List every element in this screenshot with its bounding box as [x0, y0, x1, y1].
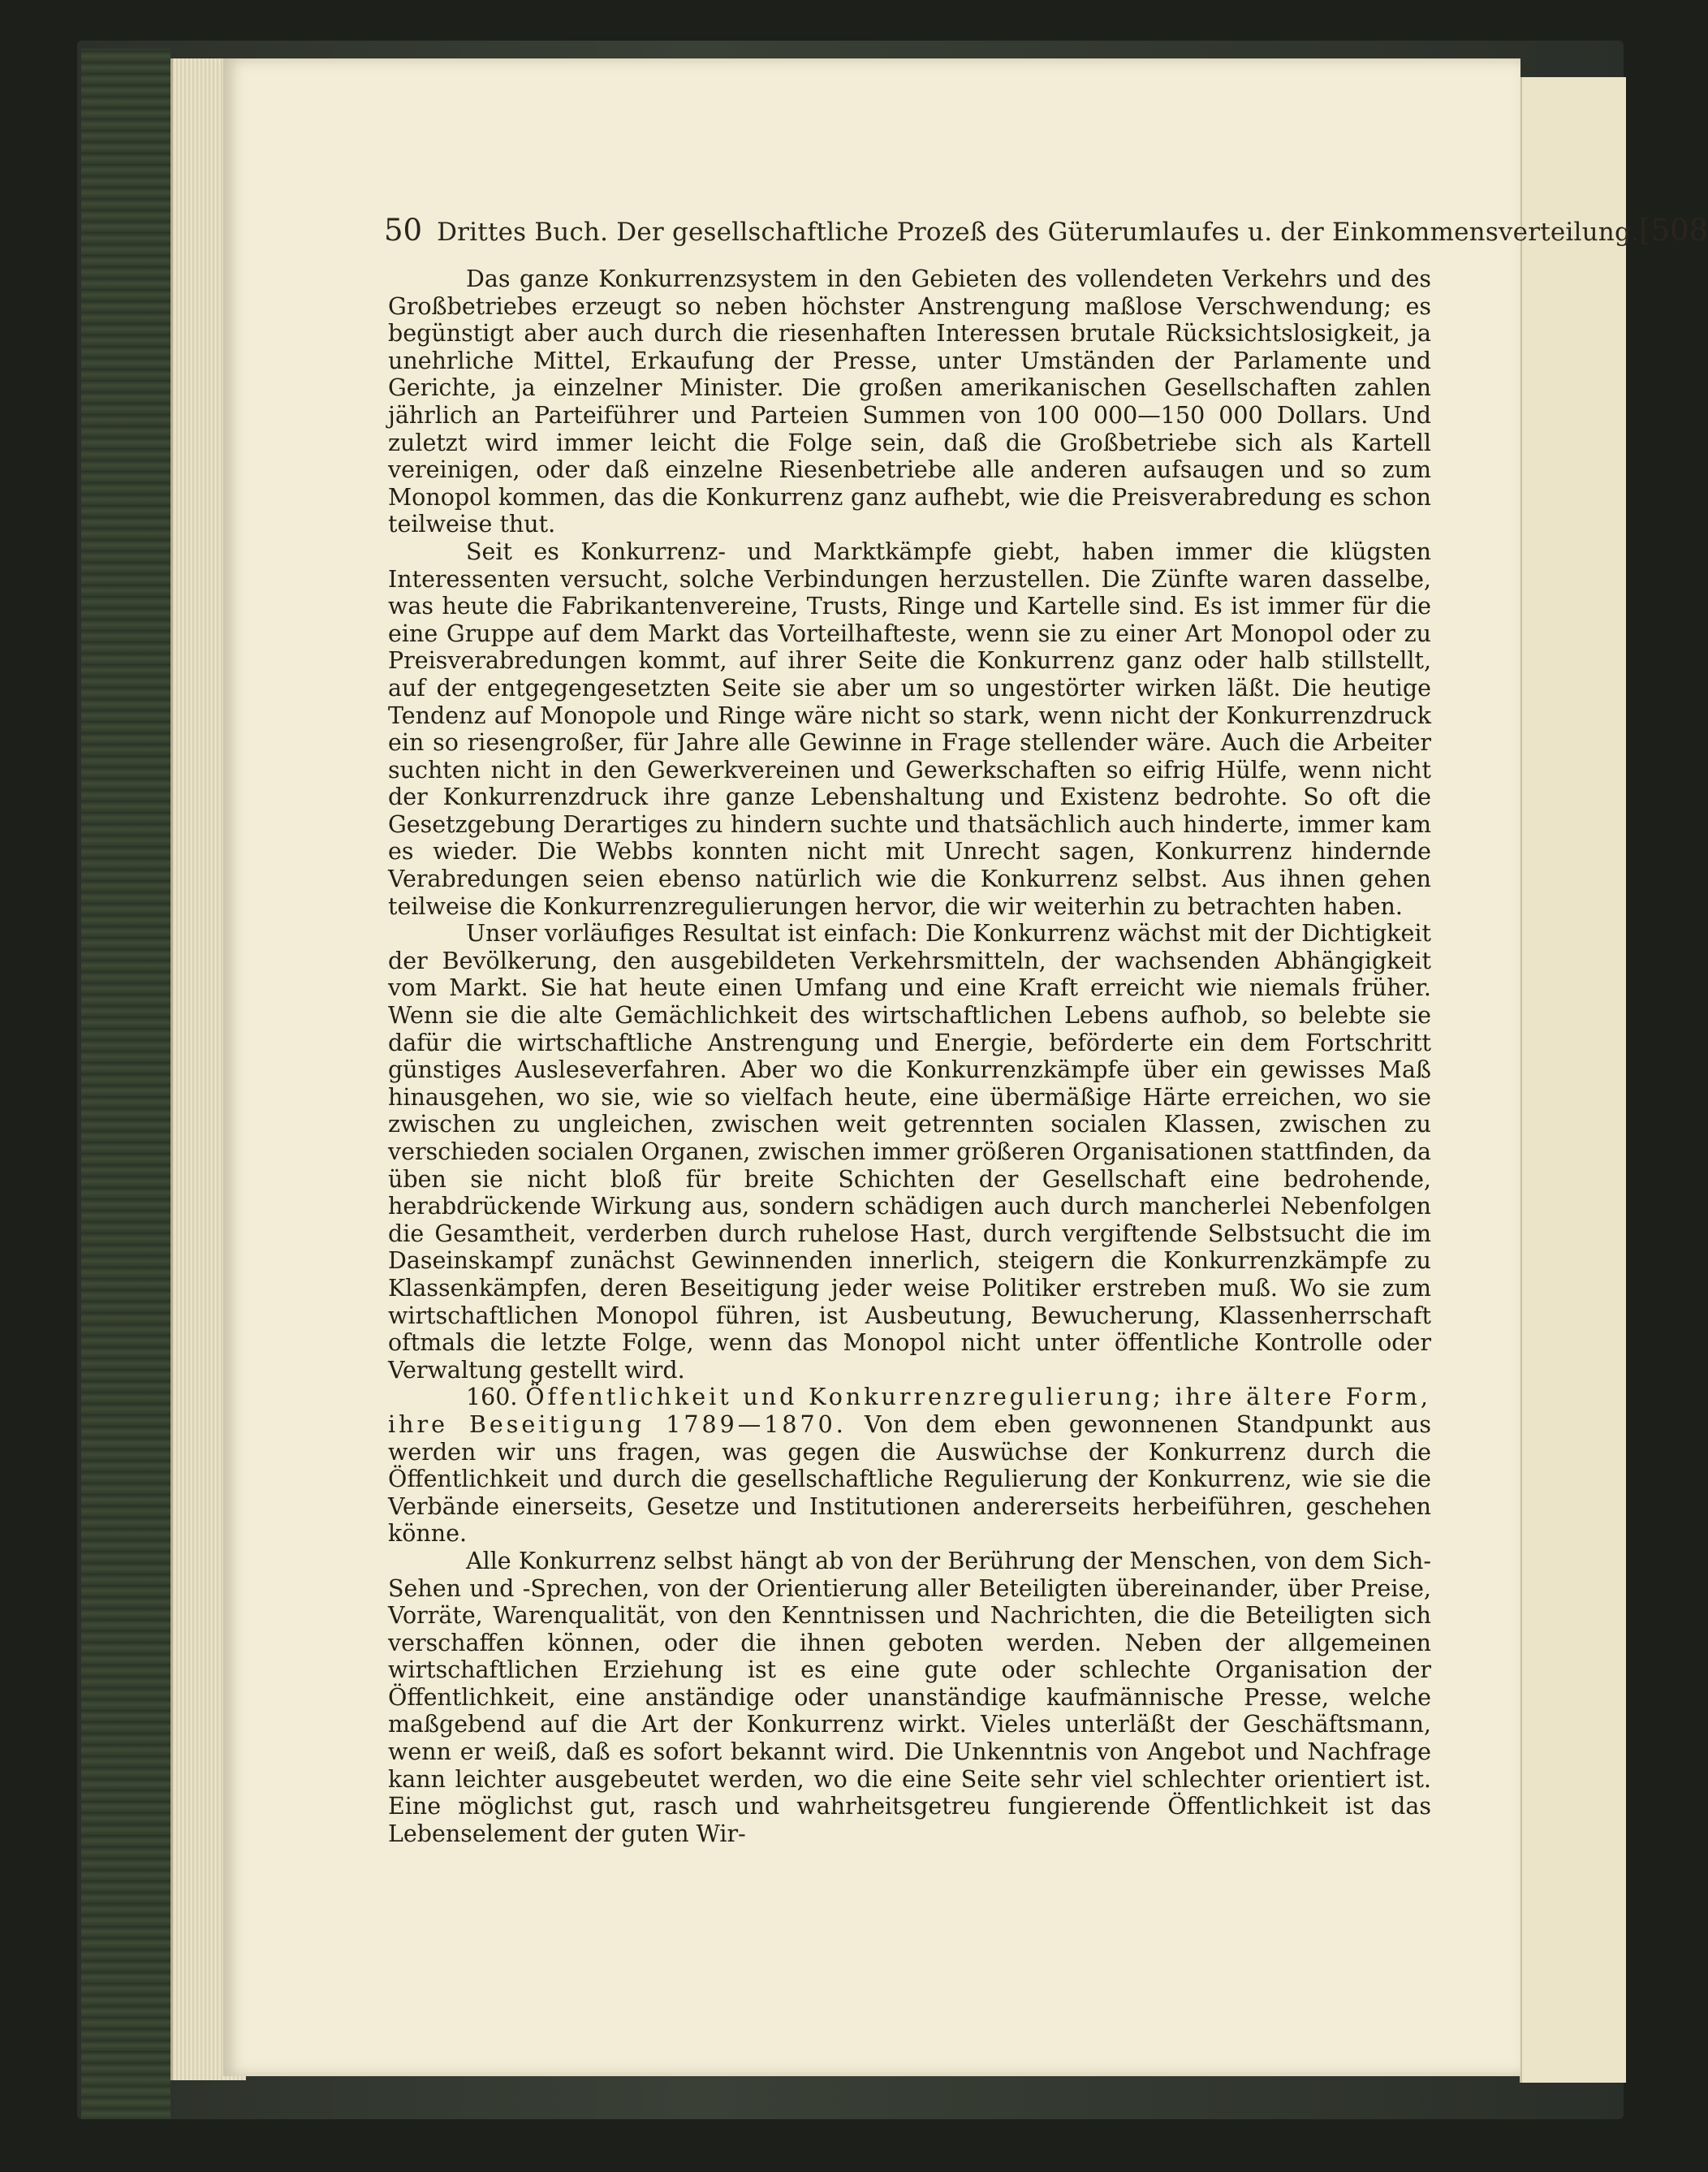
facing-page-edge — [1520, 77, 1626, 2083]
body-text — [388, 266, 1431, 1847]
paragraph: Alle Konkurrenz selbst hängt ab von der Berührung der Menschen, von dem Sich-Sehen und -Sprechen, von der Orientierung aller Beteiligten übereinander, über Preise, Vorräte, Warenqualität, von den Kenntnissen und Nachrichten, die die Beteiligten sich verschaffen können, oder die ihnen geboten werden. Neben der allgemeinen wirtschaftlichen Erziehung ist es eine gute oder schlechte Organisation der Öffentlichkeit, eine anständige oder unanständige kaufmännische Presse, welche maßgebend auf die Art der Konkurrenz wirkt. Vieles unterläßt der Geschäftsmann, wenn er weiß, daß es sofort bekannt wird. Die Unkenntnis von Angebot und Nachfrage kann leichter ausgebeutet werden, wo die eine Seite sehr viel schlechter orientiert ist. Eine möglichst gut, rasch und wahrheitsgetreu fungierende Öffentlichkeit ist das Lebenselement der guten Wir- — [388, 1547, 1431, 1847]
section-paragraph — [388, 1384, 1431, 1548]
page-header — [384, 213, 1708, 252]
page-number: 50 — [384, 213, 423, 248]
section-reference: [508 — [1639, 213, 1708, 248]
paragraph: Das ganze Konkurrenzsystem in den Gebieten des vollendeten Verkehrs und des Großbetriebes erzeugt so neben höchster Anstrengung maßlose Verschwendung; es begünstigt aber auch durch die riesenhaften Interessen brutale Rücksichtslosigkeit, ja unehrliche Mittel, Erkaufung der Presse, unter Umständen der Parlamente und Gerichte, ja einzelner Minister. Die großen amerikanischen Gesellschaften zahlen jährlich an Parteiführer und Parteien Summen von 100 000—150 000 Dollars. Und zuletzt wird immer leicht die Folge sein, daß die Großbetriebe sich als Kartell vereinigen, oder daß einzelne Riesenbetriebe alle anderen aufsaugen und so zum Monopol kommen, das die Konkurrenz ganz aufhebt, wie die Preisverabredung es schon teilweise thut. — [388, 266, 1431, 538]
section-number: 160. — [466, 1384, 518, 1411]
section-body: Von dem eben gewonnenen Standpunkt aus werden wir uns fragen, was gegen die Auswüchse der Konkurrenz durch die Öffentlichkeit und durch die gesellschaftliche Regulierung der Konkurrenz, wie sie die Verbände einerseits, Gesetze und Institutionen andererseits herbeiführen, geschehen könne. — [388, 1410, 1431, 1548]
running-head: Drittes Buch. Der gesellschaftliche Prozeß des Güterumlaufes u. der Einkommensverteilung. — [437, 218, 1640, 247]
paragraph: Unser vorläufiges Resultat ist einfach: Die Konkurrenz wächst mit der Dichtigkeit der Bevölkerung, den ausgebildeten Verkehrsmitteln, der wachsenden Abhängigkeit vom Markt. Sie hat heute einen Umfang und eine Kraft erreicht wie niemals früher. Wenn sie die alte Gemächlichkeit des wirtschaftlichen Lebens aufhob, so belebte sie dafür die wirtschaftliche Anstrengung und Energie, beförderte ein dem Fortschritt günstiges Ausleseverfahren. Aber wo die Konkurrenzkämpfe über ein gewisses Maß hinausgehen, wo sie, wie so vielfach heute, eine übermäßige Härte erreichen, wo sie zwischen zu ungleichen, zwischen weit getrennten socialen Klassen, zwischen zu verschieden socialen Organen, zwischen immer größeren Organisationen stattfinden, da üben sie nicht bloß für breite Schichten der Gesellschaft eine bedrohende, herabdrückende Wirkung aus, sondern schädigen auch durch mancherlei Nebenfolgen die Gesamtheit, verderben durch ruhelose Hast, durch vergiftende Selbstsucht die im Daseinskampf zunächst Gewinnenden innerlich, steigern die Konkurrenzkämpfe zu Klassenkämpfen, deren Beseitigung jeder weise Politiker erstreben muß. Wo sie zum wirtschaftlichen Monopol führen, ist Ausbeutung, Bewucherung, Klassenherrschaft oftmals die letzte Folge, wenn das Monopol nicht unter öffentliche Kontrolle oder Verwaltung gestellt wird. — [388, 920, 1431, 1384]
marbled-binding — [81, 49, 170, 2119]
section-heading: Öffentlichkeit und Konkurrenzregulierung; ihre ältere Form, ihre Beseitigung 1789—1870. — [388, 1384, 1431, 1438]
paragraph: Seit es Konkurrenz- und Marktkämpfe giebt, haben immer die klügsten Interessenten versucht, solche Verbindungen herzustellen. Die Zünfte waren dasselbe, was heute die Fabrikantenvereine, Trusts, Ringe und Kartelle sind. Es ist immer für die eine Gruppe auf dem Markt das Vorteilhafteste, wenn sie zu einer Art Monopol oder zu Preisverabredungen kommt, auf ihrer Seite die Konkurrenz ganz oder halb stillstellt, auf der entgegengesetzten Seite sie aber um so ungestörter wirken läßt. Die heutige Tendenz auf Monopole und Ringe wäre nicht so stark, wenn nicht der Konkurrenzdruck ein so riesengroßer, für Jahre alle Gewinne in Frage stellender wäre. Auch die Arbeiter suchten nicht in den Gewerkvereinen und Gewerkschaften so eifrig Hülfe, wenn nicht der Konkurrenzdruck ihre ganze Lebenshaltung und Existenz bedrohte. So oft die Gesetzgebung Derartiges zu hindern suchte und thatsächlich auch hinderte, immer kam es wieder. Die Webbs konnten nicht mit Unrecht sagen, Konkurrenz hindernde Verabredungen seien ebenso natürlich wie die Konkurrenz selbst. Aus ihnen gehen teilweise die Konkurrenzregulierungen hervor, die wir weiterhin zu betrachten haben. — [388, 538, 1431, 920]
